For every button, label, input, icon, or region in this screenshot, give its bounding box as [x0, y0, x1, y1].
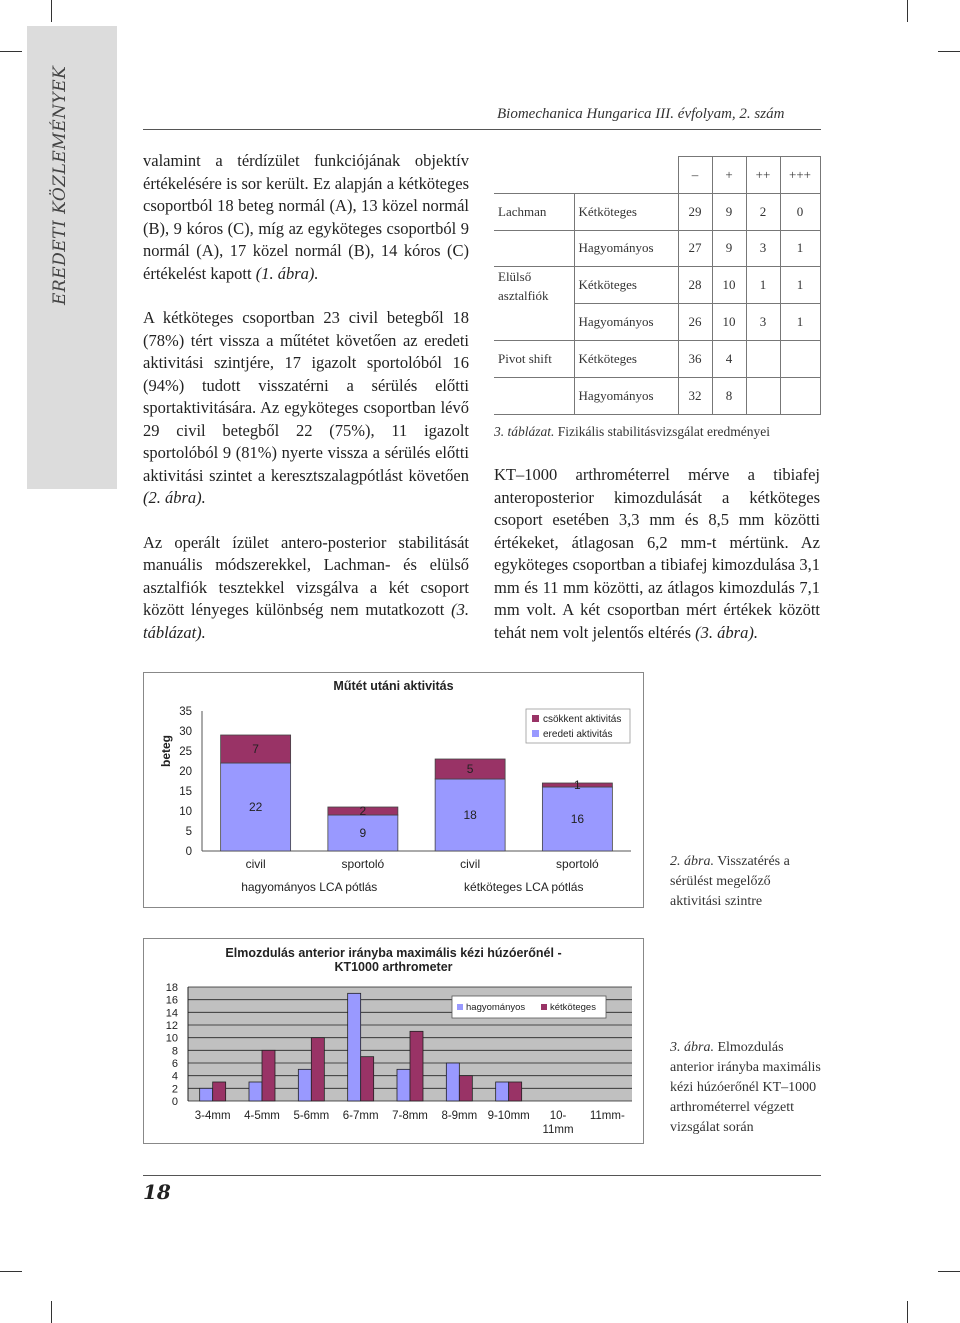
bar — [213, 1082, 226, 1101]
bar — [249, 1082, 262, 1101]
test-name: Elülső asztalfiók — [494, 267, 574, 341]
data-label: 2 — [359, 804, 367, 818]
crop-mark — [51, 1301, 52, 1323]
table-row: Pivot shift Kétköteges 36 4 — [494, 340, 820, 377]
x-tick-label — [293, 1110, 329, 1122]
chart-title: Műtét utáni aktivitás — [333, 679, 454, 693]
figure-3-chart — [143, 938, 644, 1144]
table-header: + — [712, 157, 746, 194]
footer-rule — [143, 1175, 821, 1176]
x-tick-label: civil — [460, 857, 481, 871]
y-tick-label: 15 — [179, 786, 192, 798]
right-column — [494, 464, 820, 666]
x-tick-label — [392, 1110, 428, 1122]
test-name — [494, 230, 574, 267]
bar — [459, 1076, 472, 1101]
crop-mark — [0, 51, 22, 52]
x-tick-label-part: 10- — [549, 1110, 567, 1122]
stability-table — [494, 156, 821, 415]
group-label: hagyományos LCA pótlás — [241, 880, 378, 894]
figure-2-caption: 2. ábra. Visszatérés a sérülést megelőző aktivitási szintre — [670, 854, 790, 909]
y-tick-label: 14 — [165, 1007, 178, 1020]
paragraph: Az operált ízület antero-posterior stabilitását manuális módszerekkel, Lachman- és elülső asztalfiók tesztekkel vizsgálva a két csoport között lényeges különbség nem mutatkozott (3. táblázat). — [143, 532, 469, 642]
crop-mark — [938, 1271, 960, 1272]
x-tick-label-part: 11mm — [542, 1124, 574, 1136]
y-tick-label: 8 — [171, 1045, 178, 1058]
group-name: Kétköteges — [574, 193, 678, 230]
table-caption: 3. táblázat. Fizikális stabilitásvizsgálat eredményei — [494, 424, 770, 439]
figure-reference: (2. ábra). — [143, 488, 206, 507]
group-name: Hagyományos — [574, 304, 678, 341]
legend-label: hagyományos — [466, 1002, 526, 1013]
data-label: 7 — [252, 742, 259, 756]
table-header: – — [678, 157, 712, 194]
y-tick-label: 6 — [171, 1058, 178, 1070]
figure-reference: (3. ábra). — [695, 622, 758, 642]
table-reference: (3. táblázat). — [143, 600, 469, 642]
paragraph: KT–1000 arthrométerrel mérve a tibiafej anteroposterior kimozdulását a kétköteges csoport esetében 3,3 mm és 8,5 mm közötti értékeket, átlagosan 6,2 mm-t mértünk. Az egyköteges csoportban a tibiafej kimozdulása 3,1 mm és 11 mm közötti, az átlagos kimozdulás 7,1 mm volt. A két csoportban mért értékek között tehát nem volt jelentős eltérés (3. ábra). — [494, 465, 820, 642]
group-label: kétköteges LCA pótlás — [464, 880, 584, 894]
x-tick-label-part: 3-4mm — [194, 1110, 231, 1122]
bar — [397, 1069, 410, 1101]
y-tick-label: 10 — [165, 1032, 178, 1045]
table-header: +++ — [780, 157, 820, 194]
x-tick-label — [195, 1110, 231, 1122]
crop-mark — [0, 1271, 22, 1272]
table-row: Hagyományos 26 10 3 1 — [494, 304, 820, 341]
legend-swatch — [532, 730, 539, 737]
bar — [410, 1031, 423, 1101]
y-tick-label: 18 — [165, 982, 178, 994]
bar — [446, 1063, 459, 1101]
figure-2-chart — [143, 672, 644, 908]
table-row: Elülső asztalfiók Kétköteges 28 10 1 1 — [494, 267, 820, 304]
crop-mark — [938, 51, 960, 52]
legend-swatch — [457, 1004, 463, 1010]
bar — [311, 1038, 324, 1101]
x-tick-label: sportoló — [556, 857, 599, 871]
journal-header: Biomechanica Hungarica III. évfolyam, 2. szám — [497, 106, 785, 122]
page-number: 18 — [143, 1180, 171, 1204]
data-label: 1 — [574, 778, 581, 792]
crop-mark — [907, 0, 908, 22]
y-tick-label: 16 — [165, 994, 178, 1007]
legend-swatch — [532, 715, 539, 722]
displacement-bar-chart — [144, 939, 645, 1145]
x-tick-label — [542, 1110, 573, 1136]
group-name: Hagyományos — [574, 230, 678, 267]
y-tick-label: 20 — [179, 766, 192, 778]
y-axis-label: beteg — [159, 734, 173, 768]
test-name: Pivot shift — [494, 340, 574, 377]
crop-mark — [907, 1301, 908, 1323]
y-tick-label: 2 — [171, 1083, 178, 1096]
y-tick-label: 5 — [185, 826, 192, 838]
x-tick-label-part: 5-6mm — [293, 1110, 330, 1122]
bar — [348, 993, 361, 1101]
group-name: Hagyományos — [574, 377, 678, 414]
data-label: 18 — [463, 808, 477, 822]
bar — [361, 1057, 374, 1101]
group-name: Kétköteges — [574, 340, 678, 377]
x-tick-label-part: 4-5mm — [244, 1110, 280, 1122]
x-tick-label: civil — [245, 857, 266, 871]
data-label: 22 — [248, 800, 263, 814]
x-tick-label-part: 8-9mm — [441, 1110, 478, 1122]
y-tick-label: 0 — [185, 846, 192, 858]
table-row: Hagyományos 32 8 — [494, 377, 820, 414]
group-name: Kétköteges — [574, 267, 678, 304]
left-column — [143, 150, 469, 666]
table-row: Hagyományos 27 9 3 1 — [494, 230, 820, 267]
bar — [509, 1082, 522, 1101]
x-tick-label — [244, 1110, 280, 1122]
test-name — [494, 377, 574, 414]
figure-reference: (1. ábra). — [255, 263, 319, 283]
x-tick-label-part: 9-10mm — [487, 1110, 530, 1122]
table-header-row — [494, 157, 820, 194]
bar — [200, 1088, 213, 1101]
bar — [262, 1050, 275, 1101]
legend-label: kétköteges — [550, 1002, 596, 1013]
y-tick-label: 4 — [171, 1070, 178, 1083]
paragraph: valamint a térdízület funkciójának objektív értékelésére is sor került. Ez alapján a kétköteges csoportból 18 beteg normál (A), 13 közel normál (B), 9 kóros (C), míg az egyköteges csoportból 9 normál (A), 17 közel normál (B), 14 kóros (C) értékelést kapott (1. ábra). — [143, 151, 469, 283]
table-row: Lachman Kétköteges 29 9 2 0 — [494, 193, 820, 230]
activity-bar-chart — [144, 673, 645, 909]
x-tick-label-part: 7-8mm — [392, 1110, 428, 1122]
bar — [496, 1082, 509, 1101]
y-tick-label: 12 — [165, 1020, 178, 1032]
y-tick-label: 10 — [179, 806, 192, 818]
data-label: 16 — [570, 812, 585, 826]
bar — [298, 1069, 311, 1101]
chart-title: Elmozdulás anterior irányba maximális kézi húzóerőnél - KT1000 arthrometer — [225, 946, 562, 974]
test-name: Lachman — [494, 193, 574, 230]
x-tick-label — [441, 1110, 477, 1122]
x-tick-label-part: 6-7mm — [342, 1110, 379, 1122]
data-label: 9 — [359, 826, 367, 840]
y-tick-label: 0 — [171, 1096, 178, 1108]
table-header: ++ — [746, 157, 780, 194]
paragraph: A kétköteges csoportban 23 civil betegből 18 (78%) tért vissza a műtétet követően az eredeti aktivitási szintjére, 17 igazolt sportolóból 16 (94%) tudott visszatérni a sérülés előtti sportaktivitására. Az egyköteges csoportban lévő 29 civil betegből 22 (75%), 11 igazolt sportolóból 9 (81%) nyerte vissza a sérülés előtti aktivitási szintet a keresztszalagpótlást követően (2. ábra). — [143, 308, 469, 507]
data-label: 5 — [466, 762, 474, 776]
x-tick-label — [488, 1110, 530, 1122]
crop-mark — [51, 0, 52, 22]
figure-3-caption: 3. ábra. Elmozdulás anterior irányba maximális kézi húzóerőnél KT–1000 arthrométerrel végzett vizsgálat során — [670, 1040, 821, 1135]
legend-label: eredeti aktivitás — [543, 729, 613, 740]
x-tick-label — [590, 1110, 625, 1122]
y-tick-label: 25 — [179, 746, 192, 758]
x-tick-label: sportoló — [341, 857, 385, 871]
x-tick-label — [343, 1110, 379, 1122]
legend-swatch — [541, 1004, 547, 1010]
side-band — [27, 26, 117, 489]
y-tick-label: 35 — [179, 706, 192, 718]
x-tick-label-part: 11mm- — [589, 1110, 625, 1122]
legend-label: csökkent aktivitás — [543, 714, 622, 725]
section-label: EREDETI KÖZLEMÉNYEK — [50, 65, 70, 305]
y-tick-label: 30 — [179, 726, 192, 738]
header-rule — [143, 129, 821, 130]
